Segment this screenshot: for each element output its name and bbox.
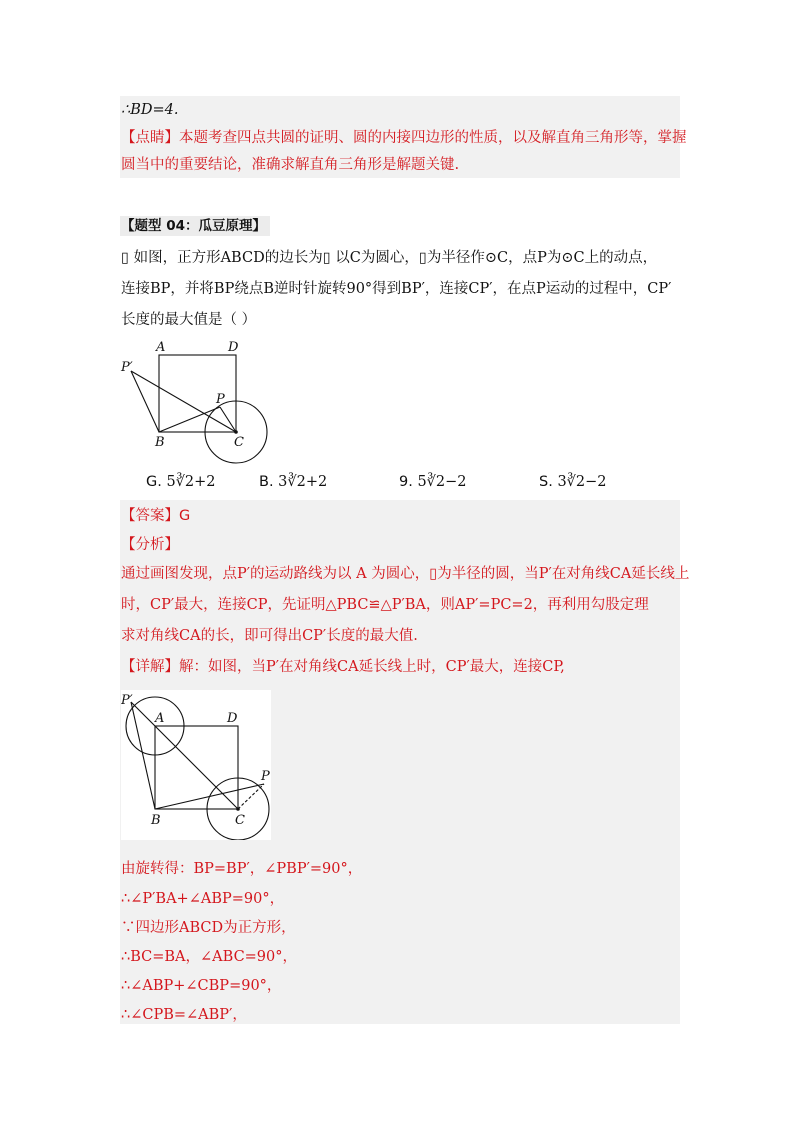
- label2-a: A: [155, 711, 165, 726]
- analysis-line-1: 通过画图发现，点P′的运动路线为以 A 为圆心，▯为半径的圆，当P′在对角线CA延长线上: [121, 566, 690, 582]
- answer-tag: 【答案】: [121, 508, 179, 524]
- choice-9: 9. 5∛2−2: [399, 474, 467, 490]
- label-p: P: [216, 392, 225, 407]
- solution-figure: [121, 690, 271, 840]
- comment-text-1: 本题考查四点共圆的证明、圆的内接四边形的性质，以及解直角三角形等，掌握: [179, 130, 687, 146]
- proof-line-2: ∴∠P′BA+∠ABP=90°，: [121, 891, 285, 907]
- question-line-3: 长度的最大值是（ ）: [121, 312, 257, 328]
- proof-line-3: ∵四边形ABCD为正方形，: [121, 920, 296, 936]
- analysis-line-2: 时，CP′最大，连接CP，先证明△PBC≌△P′BA，则AP′=PC=2，再利用勾股定理: [121, 597, 649, 613]
- proof-line-6: ∴∠CPB=∠ABP′，: [121, 1007, 247, 1023]
- question-line-1: ▯ 如图，正方形ABCD的边长为▯ 以C为圆心，▯为半径作⊙C，点P为⊙C上的动点，: [121, 250, 658, 266]
- label2-d: D: [227, 711, 238, 726]
- detail-line-1: [121, 656, 565, 678]
- label2-c: C: [235, 813, 245, 828]
- analysis-line-3: 求对角线CA的长，即可得出CP′长度的最大值.: [121, 628, 418, 644]
- choice-g: G. 5∛2+2: [146, 474, 216, 490]
- detail-text: 解：如图，当P′在对角线CA延长线上时，CP′最大，连接CP,: [179, 659, 565, 675]
- bd-result-line: ∴BD=4.: [121, 102, 179, 118]
- section-heading: 【题型 04：瓜豆原理】: [120, 216, 270, 236]
- label-a: A: [156, 340, 166, 355]
- label2-p-prime: P′: [121, 693, 133, 708]
- analysis-tag: 【分析】: [121, 537, 179, 553]
- comment-tag: 【点睛】: [121, 130, 179, 146]
- proof-line-5: ∴∠ABP+∠CBP=90°，: [121, 978, 282, 994]
- label2-p: P: [261, 769, 270, 784]
- answer-value: G: [179, 508, 191, 524]
- label-b: B: [155, 435, 165, 450]
- detail-tag: 【详解】: [121, 659, 179, 675]
- comment-line-2: 圆当中的重要结论，准确求解直角三角形是解题关键.: [121, 157, 460, 173]
- question-line-2: 连接BP，并将BP绕点B逆时针旋转90°得到BP′，连接CP′，在点P运动的过程中，CP′: [121, 281, 672, 297]
- label2-b: B: [151, 813, 161, 828]
- choice-b: B. 3∛2+2: [259, 474, 328, 490]
- proof-line-4: ∴BC=BA，∠ABC=90°，: [121, 949, 298, 965]
- label-p-prime: P′: [121, 360, 133, 375]
- proof-line-1: 由旋转得：BP=BP′，∠PBP′=90°，: [121, 861, 363, 877]
- comment-line-1: [121, 127, 687, 149]
- answer-line: [121, 505, 190, 527]
- label-d: D: [228, 340, 239, 355]
- choice-s: S. 3∛2−2: [539, 474, 607, 490]
- question-figure: [115, 335, 295, 465]
- label-c: C: [234, 435, 244, 450]
